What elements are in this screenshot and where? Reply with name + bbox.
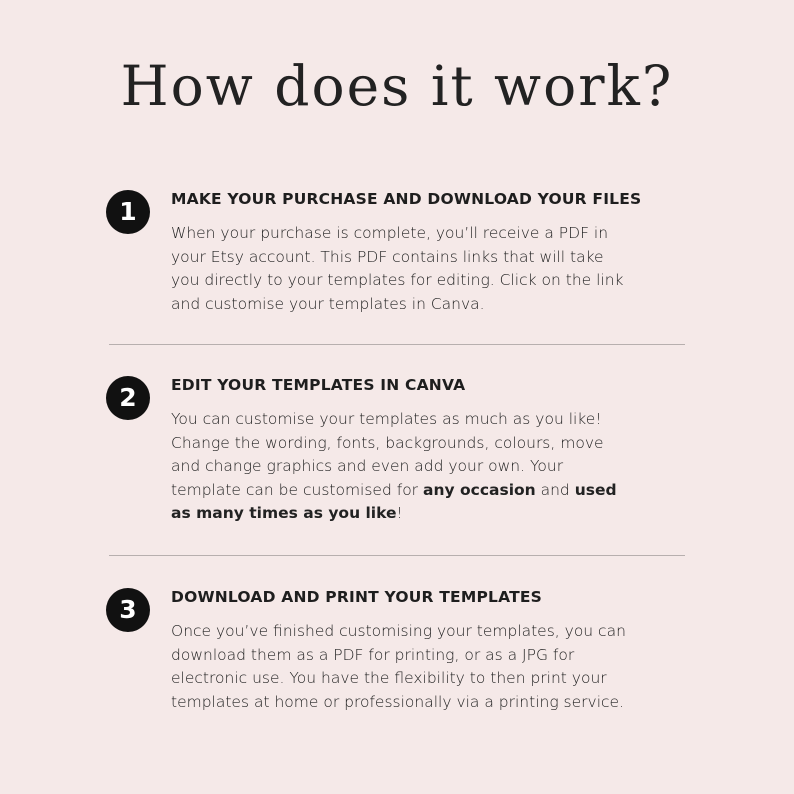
description-line: your Etsy account. This PDF contains links that will take — [171, 247, 604, 266]
description-line: templates at home or professionally via a printing service. — [171, 692, 625, 711]
description-line: Once you’ve finished customising your templates, you can — [171, 622, 626, 640]
description-line: Change the wording, fonts, backgrounds, colours, move — [171, 433, 604, 452]
step-description — [171, 408, 691, 526]
description-line: electronic use. You have the flexibility to then print your — [171, 669, 607, 688]
emphasis-text: any occasion — [422, 480, 536, 499]
divider — [109, 344, 685, 345]
step-heading: DOWNLOAD AND PRINT YOUR TEMPLATES — [171, 588, 542, 606]
text-segment: and — [535, 480, 575, 499]
description-line: You can customise your templates as much as you like! — [171, 410, 602, 428]
step-heading: EDIT YOUR TEMPLATES IN CANVA — [171, 376, 466, 394]
text-segment: template can be customised for — [171, 480, 423, 499]
step-description — [171, 222, 691, 316]
description-line: When your purchase is complete, you’ll receive a PDF in — [171, 224, 609, 242]
description-line: and customise your templates in Canva. — [171, 294, 485, 313]
description-line: and change graphics and even add your own. Your — [171, 457, 564, 476]
emphasis-text: used — [574, 480, 617, 499]
step-number-badge: 1 — [106, 190, 150, 234]
emphasis-text: as many times as you like — [171, 504, 397, 523]
step-description — [171, 620, 691, 714]
description-line — [171, 502, 691, 526]
step-number-badge: 2 — [106, 376, 150, 420]
step-number-badge: 3 — [106, 588, 150, 632]
divider — [109, 555, 685, 556]
page-title: How does it work? — [120, 54, 674, 118]
description-line: download them as a PDF for printing, or as a JPG for — [171, 645, 575, 664]
description-line — [171, 479, 691, 503]
description-line: you directly to your templates for editing. Click on the link — [171, 271, 624, 290]
text-segment: ! — [396, 504, 403, 523]
step-heading: MAKE YOUR PURCHASE AND DOWNLOAD YOUR FILES — [171, 190, 642, 208]
